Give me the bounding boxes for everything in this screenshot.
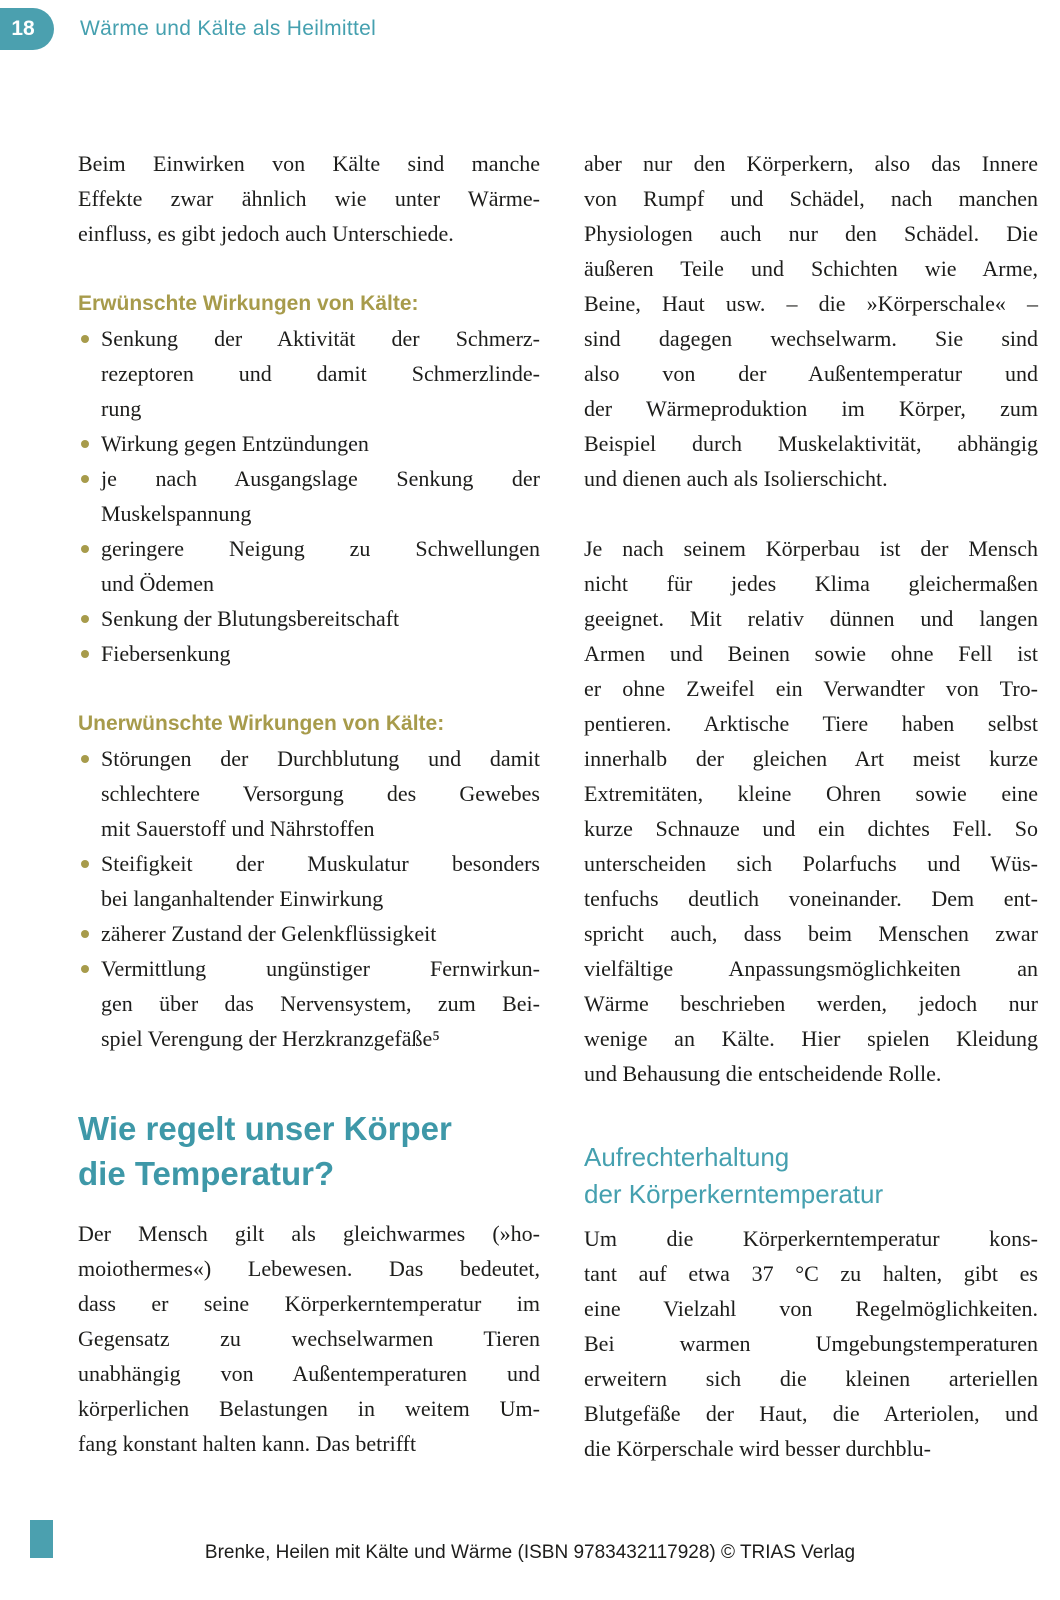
text-line: äußeren Teile und Schichten wie Arme, bbox=[584, 256, 1038, 281]
right-column bbox=[584, 146, 1038, 1466]
text-line: aber nur den Körperkern, also das Innere bbox=[584, 151, 1038, 176]
text-line: Blutgefäße der Haut, die Arteriolen, und bbox=[584, 1401, 1038, 1426]
text-line: Vermittlung ungünstiger Fernwirkun- bbox=[101, 956, 540, 981]
text-line: unterscheiden sich Polarfuchs und Wüs- bbox=[584, 851, 1038, 876]
left-column bbox=[78, 146, 540, 1466]
intro-paragraph bbox=[78, 146, 540, 251]
text-line: mit Sauerstoff und Nährstoffen bbox=[101, 816, 375, 841]
text-line: körperlichen Belastungen in weitem Um- bbox=[78, 1396, 540, 1421]
bullet-item bbox=[78, 321, 540, 426]
bullet-item bbox=[78, 846, 540, 916]
text-line: moiothermes«) Lebewesen. Das bedeutet, bbox=[78, 1256, 540, 1281]
text-line: Senkung der Aktivität der Schmerz- bbox=[101, 326, 540, 351]
text-line: wenige an Kälte. Hier spielen Kleidung bbox=[584, 1026, 1038, 1051]
text-line: Steifigkeit der Muskulatur besonders bbox=[101, 851, 540, 876]
text-line: also von der Außentemperatur und bbox=[584, 361, 1038, 386]
text-line: rezeptoren und damit Schmerzlinde- bbox=[101, 361, 540, 386]
text-line: fang konstant halten kann. Das betrifft bbox=[78, 1431, 417, 1456]
text-line: die Temperatur? bbox=[78, 1155, 335, 1192]
text-line: geeignet. Mit relativ dünnen und langen bbox=[584, 606, 1038, 631]
bullet-item bbox=[78, 741, 540, 846]
bullet-item bbox=[78, 636, 540, 671]
text-line: innerhalb der gleichen Art meist kurze bbox=[584, 746, 1038, 771]
text-line: geringere Neigung zu Schwellungen bbox=[101, 536, 540, 561]
text-line: Beine, Haut usw. – die »Körperschale« – bbox=[584, 291, 1038, 316]
text-line: Armen und Beinen sowie ohne Fell ist bbox=[584, 641, 1038, 666]
subsection-heading-core-temperature bbox=[584, 1139, 1038, 1213]
text-line: der Körperkerntemperatur bbox=[584, 1179, 884, 1209]
section-heading-temperature bbox=[78, 1106, 540, 1196]
undesired-effects-list bbox=[78, 741, 540, 1056]
text-line: je nach Ausgangslage Senkung der bbox=[101, 466, 540, 491]
text-line: Fiebersenkung bbox=[101, 641, 231, 666]
content-columns bbox=[78, 146, 1038, 1466]
bullet-item bbox=[78, 461, 540, 531]
text-line: Wirkung gegen Entzündungen bbox=[101, 431, 369, 456]
text-line: rung bbox=[101, 396, 142, 421]
text-line: Aufrechterhaltung bbox=[584, 1142, 790, 1172]
text-line: erweitern sich die kleinen arteriellen bbox=[584, 1366, 1038, 1391]
text-line: Um die Körperkerntemperatur kons- bbox=[584, 1226, 1038, 1251]
text-line: Beim Einwirken von Kälte sind manche bbox=[78, 151, 540, 176]
text-line: tant auf etwa 37 °C zu halten, gibt es bbox=[584, 1261, 1038, 1286]
bullet-item bbox=[78, 531, 540, 601]
text-line: die Körperschale wird besser durchblu- bbox=[584, 1436, 931, 1461]
text-line: eine Vielzahl von Regelmöglichkeiten. bbox=[584, 1296, 1038, 1321]
page-number-badge bbox=[0, 8, 54, 50]
bullet-item bbox=[78, 916, 540, 951]
desired-effects-list bbox=[78, 321, 540, 671]
text-line: Störungen der Durchblutung und damit bbox=[101, 746, 540, 771]
text-line: Physiologen auch nur den Schädel. Die bbox=[584, 221, 1038, 246]
text-line: Gegensatz zu wechselwarmen Tieren bbox=[78, 1326, 540, 1351]
bullet-item bbox=[78, 601, 540, 636]
text-line: Senkung der Blutungsbereitschaft bbox=[101, 606, 400, 631]
text-line: der Wärmeproduktion im Körper, zum bbox=[584, 396, 1038, 421]
text-line: Bei warmen Umgebungstemperaturen bbox=[584, 1331, 1038, 1356]
text-line: und dienen auch als Isolierschicht. bbox=[584, 466, 888, 491]
text-line: bei langanhaltender Einwirkung bbox=[101, 886, 384, 911]
bullet-item bbox=[78, 951, 540, 1056]
text-line: kurze Schnauze und ein dichtes Fell. So bbox=[584, 816, 1038, 841]
text-line: spiel Verengung der Herzkranzgefäße⁵ bbox=[101, 1026, 440, 1051]
text-line: Wie regelt unser Körper bbox=[78, 1110, 452, 1147]
paragraph-regulation bbox=[584, 1221, 1038, 1466]
text-line: nicht für jedes Klima gleichermaßen bbox=[584, 571, 1038, 596]
paragraph-body-core bbox=[584, 146, 1038, 496]
text-line: einfluss, es gibt jedoch auch Unterschiede. bbox=[78, 221, 454, 246]
text-line: Muskelspannung bbox=[101, 501, 252, 526]
text-line: spricht auch, dass beim Menschen zwar bbox=[584, 921, 1038, 946]
page-number: 18 bbox=[11, 17, 35, 40]
bullet-item bbox=[78, 426, 540, 461]
text-line: schlechtere Versorgung des Gewebes bbox=[101, 781, 540, 806]
undesired-effects-heading: Unerwünschte Wirkungen von Kälte: bbox=[78, 712, 445, 735]
text-line: gen über das Nervensystem, zum Bei- bbox=[101, 991, 540, 1016]
text-line: zäherer Zustand der Gelenkflüssigkeit bbox=[101, 921, 437, 946]
text-line: sind dagegen wechselwarm. Sie sind bbox=[584, 326, 1038, 351]
text-line: vielfältige Anpassungsmöglichkeiten an bbox=[584, 956, 1038, 981]
running-header-title: Wärme und Kälte als Heilmittel bbox=[80, 17, 377, 40]
text-line: er ohne Zweifel ein Verwandter von Tro- bbox=[584, 676, 1038, 701]
text-line: Der Mensch gilt als gleichwarmes (»ho- bbox=[78, 1221, 540, 1246]
text-line: von Rumpf und Schädel, nach manchen bbox=[584, 186, 1038, 211]
text-line: und Ödemen bbox=[101, 571, 215, 596]
text-line: tenfuchs deutlich voneinander. Dem ent- bbox=[584, 886, 1038, 911]
text-line: unabhängig von Außentemperaturen und bbox=[78, 1361, 540, 1386]
section-paragraph bbox=[78, 1216, 540, 1461]
text-line: Effekte zwar ähnlich wie unter Wärme- bbox=[78, 186, 540, 211]
text-line: Extremitäten, kleine Ohren sowie eine bbox=[584, 781, 1038, 806]
desired-effects-heading: Erwünschte Wirkungen von Kälte: bbox=[78, 292, 419, 315]
footer-credit-line: Brenke, Heilen mit Kälte und Wärme (ISBN 9783432117928) © TRIAS Verlag bbox=[204, 1542, 856, 1563]
text-line: Wärme beschrieben werden, jedoch nur bbox=[584, 991, 1038, 1016]
text-line: pentieren. Arktische Tiere haben selbst bbox=[584, 711, 1038, 736]
text-line: dass er seine Körperkerntemperatur im bbox=[78, 1291, 540, 1316]
text-line: Je nach seinem Körperbau ist der Mensch bbox=[584, 536, 1038, 561]
text-line: und Behausung die entscheidende Rolle. bbox=[584, 1061, 942, 1086]
paragraph-climate bbox=[584, 531, 1038, 1091]
text-line: Beispiel durch Muskelaktivität, abhängig bbox=[584, 431, 1038, 456]
